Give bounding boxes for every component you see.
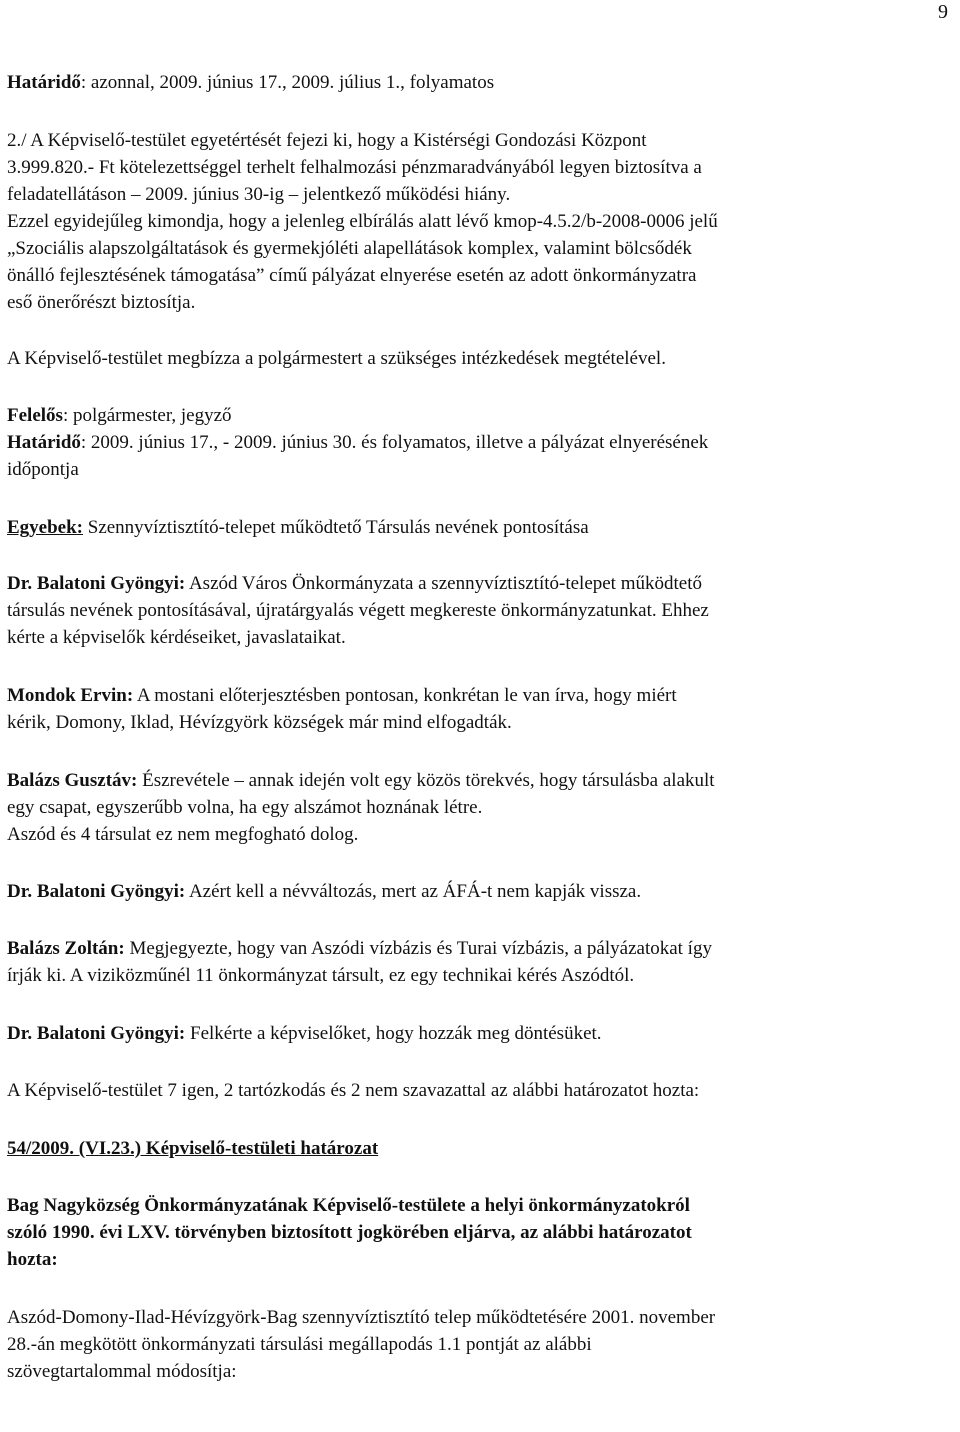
body-line: Aszód-Domony-Ilad-Hévízgyörk-Bag szennyvíztisztító telep működtetésére 2001. november <box>7 1307 716 1328</box>
speech-text: társulás nevének pontosításával, újratárgyalás végett megkereste önkormányzatunkat. Ehhez <box>7 600 709 621</box>
speech-text: Észrevétele – annak idején volt egy közös törekvés, hogy társulásba alakult <box>137 770 715 791</box>
point2-line: „Szociális alapszolgáltatások és gyermekjóléti alapellátások komplex, valamint bölcsődék <box>7 238 692 259</box>
body-line: szövegtartalommal módosítja: <box>7 1361 237 1382</box>
vote-result: A Képviselő-testület 7 igen, 2 tartózkodás és 2 nem szavazattal az alábbi határozatot hozta: <box>7 1080 700 1101</box>
point2-line: 3.999.820.- Ft kötelezettséggel terhelt felhalmozási pénzmaradványából legyen biztosítva a <box>7 157 702 178</box>
speech-text: írják ki. A viziközműnél 11 önkormányzat társult, ez egy technikai kérés Aszódtól. <box>7 965 635 986</box>
responsible-line <box>7 403 955 429</box>
point2-line: 2./ A Képviselő-testület egyetértését fejezi ki, hogy a Kistérségi Gondozási Központ <box>7 130 647 151</box>
other-label: Egyebek: <box>7 517 83 538</box>
preamble-line: Bag Nagyközség Önkormányzatának Képviselő-testülete a helyi önkormányzatokról <box>7 1195 690 1216</box>
speech-text: Megjegyezte, hogy van Aszódi vízbázis és Turai vízbázis, a pályázatokat így <box>124 938 712 959</box>
speech-text: kérte a képviselők kérdéseiket, javaslataikat. <box>7 627 346 648</box>
body-line: 28.-án megkötött önkormányzati társulási megállapodás 1.1 pontját az alábbi <box>7 1334 592 1355</box>
speaker-name: Balázs Gusztáv: <box>7 770 138 791</box>
preamble-line: hozta: <box>7 1249 58 1270</box>
point2-line: eső önerőrészt biztosítja. <box>7 292 196 313</box>
speech-balatoni-2 <box>7 879 955 905</box>
preamble-line: szóló 1990. évi LXV. törvényben biztosított jogkörében eljárva, az alábbi határozatot <box>7 1222 692 1243</box>
speech-text: kérik, Domony, Iklad, Hévízgyörk községek már mind elfogadták. <box>7 712 512 733</box>
deadline-paragraph <box>7 70 955 96</box>
deadline-line <box>7 430 955 456</box>
mandate-paragraph: A Képviselő-testület megbízza a polgármestert a szükséges intézkedések megtételével. <box>7 348 666 369</box>
resolution-title <box>7 1136 955 1162</box>
deadline-label: Határidő <box>7 72 81 93</box>
responsible-label: Felelős <box>7 405 63 426</box>
speech-text: Azért kell a névváltozás, mert az ÁFÁ-t nem kapják vissza. <box>185 881 642 902</box>
responsible-text: : polgármester, jegyző <box>62 405 232 426</box>
point2-line: önálló fejlesztésének támogatása” című pályázat elnyerése esetén az adott önkormányzatra <box>7 265 697 286</box>
speech-balatoni-3 <box>7 1021 955 1047</box>
speaker-name: Mondok Ervin: <box>7 685 134 706</box>
point2-line: Ezzel egyidejűleg kimondja, hogy a jelenleg elbírálás alatt lévő kmop-4.5.2/b-2008-0006 jelű <box>7 211 718 232</box>
speech-text: Felkérte a képviselőket, hogy hozzák meg döntésüket. <box>185 1023 602 1044</box>
deadline-line-cont: időpontja <box>7 459 79 480</box>
speaker-name: Dr. Balatoni Gyöngyi: <box>7 881 186 902</box>
page-number: 9 <box>938 1 948 23</box>
resolution-title-text: 54/2009. (VI.23.) Képviselő-testületi határozat <box>7 1138 379 1159</box>
deadline-text: : azonnal, 2009. június 17., 2009. július 1., folyamatos <box>80 72 495 93</box>
speech-text: egy csapat, egyszerűbb volna, ha egy alszámot hoznának létre. <box>7 797 483 818</box>
speaker-name: Dr. Balatoni Gyöngyi: <box>7 1023 186 1044</box>
speech-text: A mostani előterjesztésben pontosan, konkrétan le van írva, hogy miért <box>133 685 677 706</box>
point2-line: feladatellátáson – 2009. június 30-ig – jelentkező működési hiány. <box>7 184 511 205</box>
speech-text: Aszód és 4 társulat ez nem megfogható dolog. <box>7 824 359 845</box>
deadline-text-2: : 2009. június 17., - 2009. június 30. és folyamatos, illetve a pályázat elnyerésének <box>80 432 709 453</box>
other-topic-heading <box>7 515 955 541</box>
deadline-label-2: Határidő <box>7 432 81 453</box>
speech-text: Aszód Város Önkormányzata a szennyvíztisztító-telepet működtető <box>185 573 702 594</box>
other-topic-text: Szennyvíztisztító-telepet működtető Társulás nevének pontosítása <box>83 517 589 538</box>
speaker-name: Dr. Balatoni Gyöngyi: <box>7 573 186 594</box>
speaker-name: Balázs Zoltán: <box>7 938 125 959</box>
